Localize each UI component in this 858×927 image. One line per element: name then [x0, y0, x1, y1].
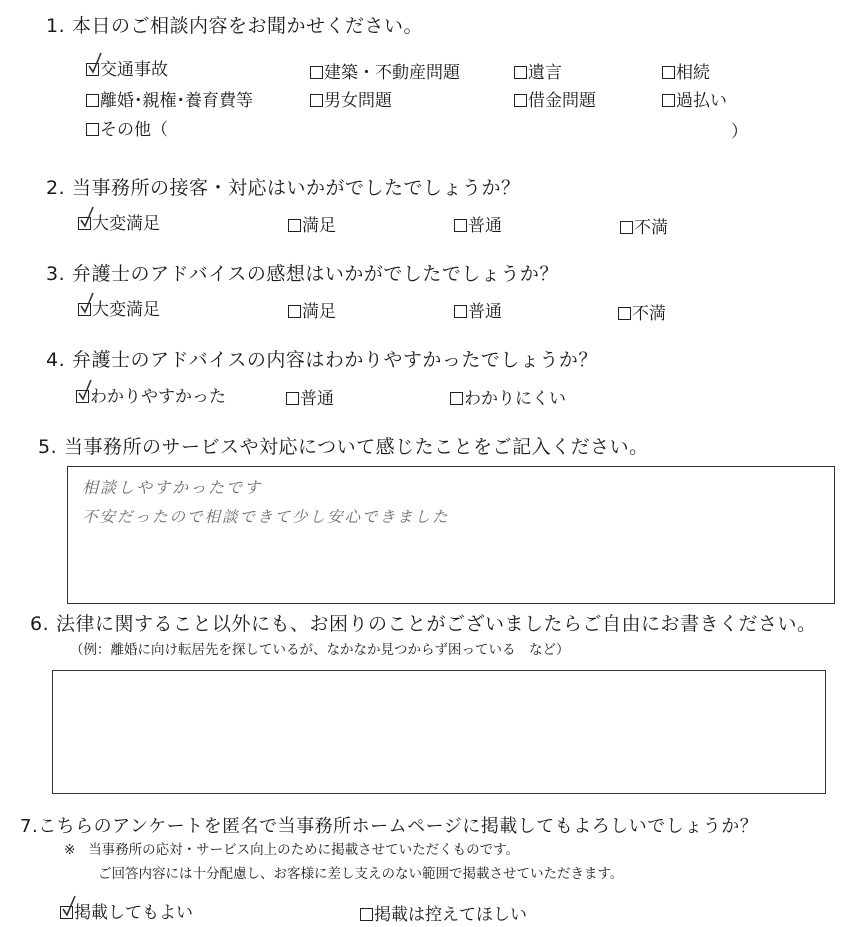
q7-note-line-2: ご回答内容には十分配慮し、お客様に差し支えのない範囲で掲載させていただきます。: [98, 866, 624, 882]
q4-option-easy[interactable]: [76, 382, 226, 407]
q6-title: [30, 609, 817, 636]
option-label: 普通: [300, 389, 334, 409]
q4-option-hard[interactable]: [450, 384, 566, 409]
q4-number: 4.: [46, 349, 66, 371]
checkmark-icon: [78, 379, 92, 401]
q5-answer-line-1: 相談しやすかったです: [82, 478, 263, 497]
checkmark-icon: [88, 52, 102, 74]
option-label: わかりにくい: [464, 389, 566, 409]
q2-option-satisfied[interactable]: [288, 211, 336, 236]
checkmark-icon: [62, 895, 76, 917]
q6-answer-box[interactable]: [52, 670, 826, 794]
option-label: 不満: [634, 218, 668, 238]
checkmark-icon: [80, 206, 94, 228]
q3-option-satisfied[interactable]: [288, 297, 336, 322]
note-text: 当事務所の応対・サービス向上のために掲載させていただくものです。: [88, 842, 520, 858]
q1-option-debt[interactable]: [514, 86, 596, 111]
option-label: 掲載は控えてほしい: [374, 905, 527, 925]
checkbox[interactable]: [514, 66, 527, 79]
option-label: 交通事故: [100, 60, 168, 80]
checkbox[interactable]: [288, 305, 301, 318]
option-label: 大変満足: [92, 214, 160, 234]
checkbox-checked[interactable]: [60, 906, 73, 919]
q3-title-text: 弁護士のアドバイスの感想はいかがでしたでしょうか？: [72, 263, 559, 285]
q2-title-text: 当事務所の接客・対応はいかがでしたでしょうか？: [72, 177, 521, 199]
q6-number: 6.: [30, 613, 50, 635]
q4-title: [46, 345, 598, 372]
q7-title-text: こちらのアンケートを匿名で当事務所ホームページに掲載してもよろしいでしょうか？: [38, 816, 759, 837]
option-label: 男女問題: [324, 91, 392, 111]
q1-title: [46, 11, 423, 38]
q2-option-dissatisfied[interactable]: [620, 213, 668, 238]
q1-option-overpayment[interactable]: [662, 86, 727, 111]
q1-other-close-paren: ）: [731, 122, 748, 142]
q2-title: [46, 173, 521, 200]
option-label: 相続: [676, 63, 710, 83]
q1-option-traffic-accident[interactable]: [86, 55, 168, 80]
option-label: 借金問題: [528, 91, 596, 111]
option-label: 大変満足: [92, 300, 160, 320]
option-label: その他（: [100, 120, 168, 140]
q3-option-dissatisfied[interactable]: [618, 299, 666, 324]
q5-number: 5.: [38, 436, 58, 458]
checkbox-checked[interactable]: [78, 303, 91, 316]
q2-option-normal[interactable]: [454, 211, 502, 236]
checkmark-icon: [80, 292, 94, 314]
q7-option-allow[interactable]: [60, 898, 193, 923]
checkbox-checked[interactable]: [76, 390, 89, 403]
q7-note-line-1: [64, 838, 519, 858]
q6-example: （例：離婚に向け転居先を探しているが、なかなか見つからず困っている など）: [70, 642, 570, 658]
q5-title-text: 当事務所のサービスや対応について感じたことをご記入ください。: [64, 436, 649, 458]
q7-option-decline[interactable]: [360, 900, 527, 925]
checkbox[interactable]: [360, 908, 373, 921]
checkbox[interactable]: [86, 123, 99, 136]
option-label: 建築・不動産問題: [324, 63, 460, 83]
option-label: 普通: [468, 302, 502, 322]
q1-option-gender[interactable]: [310, 86, 392, 111]
checkbox[interactable]: [450, 392, 463, 405]
q5-answer-line-2: 不安だったので相談できて少し安心できました: [82, 508, 450, 526]
q4-title-text: 弁護士のアドバイスの内容はわかりやすかったでしょうか？: [72, 349, 598, 371]
option-label: 遺言: [528, 63, 562, 83]
option-label: 普通: [468, 216, 502, 236]
q3-title: [46, 259, 559, 286]
q7-title: [20, 812, 758, 838]
checkbox-checked[interactable]: [78, 217, 91, 230]
checkbox[interactable]: [620, 221, 633, 234]
checkbox[interactable]: [286, 392, 299, 405]
checkbox[interactable]: [86, 94, 99, 107]
option-label: 離婚･親権･養育費等: [100, 91, 253, 111]
q4-option-normal[interactable]: [286, 384, 334, 409]
q1-option-inheritance[interactable]: [662, 58, 710, 83]
q1-option-will[interactable]: [514, 58, 562, 83]
option-label: わかりやすかった: [90, 387, 226, 407]
note-mark: ※: [64, 842, 76, 858]
option-label: 満足: [302, 302, 336, 322]
checkbox[interactable]: [662, 94, 675, 107]
option-label: 不満: [632, 304, 666, 324]
option-label: 掲載してもよい: [74, 903, 193, 923]
q3-option-normal[interactable]: [454, 297, 502, 322]
q1-option-divorce[interactable]: [86, 86, 253, 111]
q5-answer-box[interactable]: [67, 466, 835, 604]
checkbox-checked[interactable]: [86, 63, 99, 76]
checkbox[interactable]: [310, 94, 323, 107]
q1-number: 1.: [46, 15, 66, 37]
checkbox[interactable]: [618, 307, 631, 320]
q6-title-text: 法律に関すること以外にも、お困りのことがございましたらご自由にお書きください。: [56, 613, 817, 635]
q3-option-very-satisfied[interactable]: [78, 295, 160, 320]
q7-number: 7.: [20, 816, 39, 837]
q5-title: [38, 432, 649, 459]
checkbox[interactable]: [514, 94, 527, 107]
checkbox[interactable]: [288, 219, 301, 232]
q1-title-text: 本日のご相談内容をお聞かせください。: [72, 15, 424, 37]
option-label: 過払い: [676, 91, 727, 111]
checkbox[interactable]: [662, 66, 675, 79]
checkbox[interactable]: [454, 305, 467, 318]
checkbox[interactable]: [310, 66, 323, 79]
q1-option-other[interactable]: [86, 115, 168, 140]
q1-option-construction[interactable]: [310, 58, 460, 83]
q2-option-very-satisfied[interactable]: [78, 209, 160, 234]
option-label: 満足: [302, 216, 336, 236]
q3-number: 3.: [46, 263, 66, 285]
q2-number: 2.: [46, 177, 66, 199]
checkbox[interactable]: [454, 219, 467, 232]
